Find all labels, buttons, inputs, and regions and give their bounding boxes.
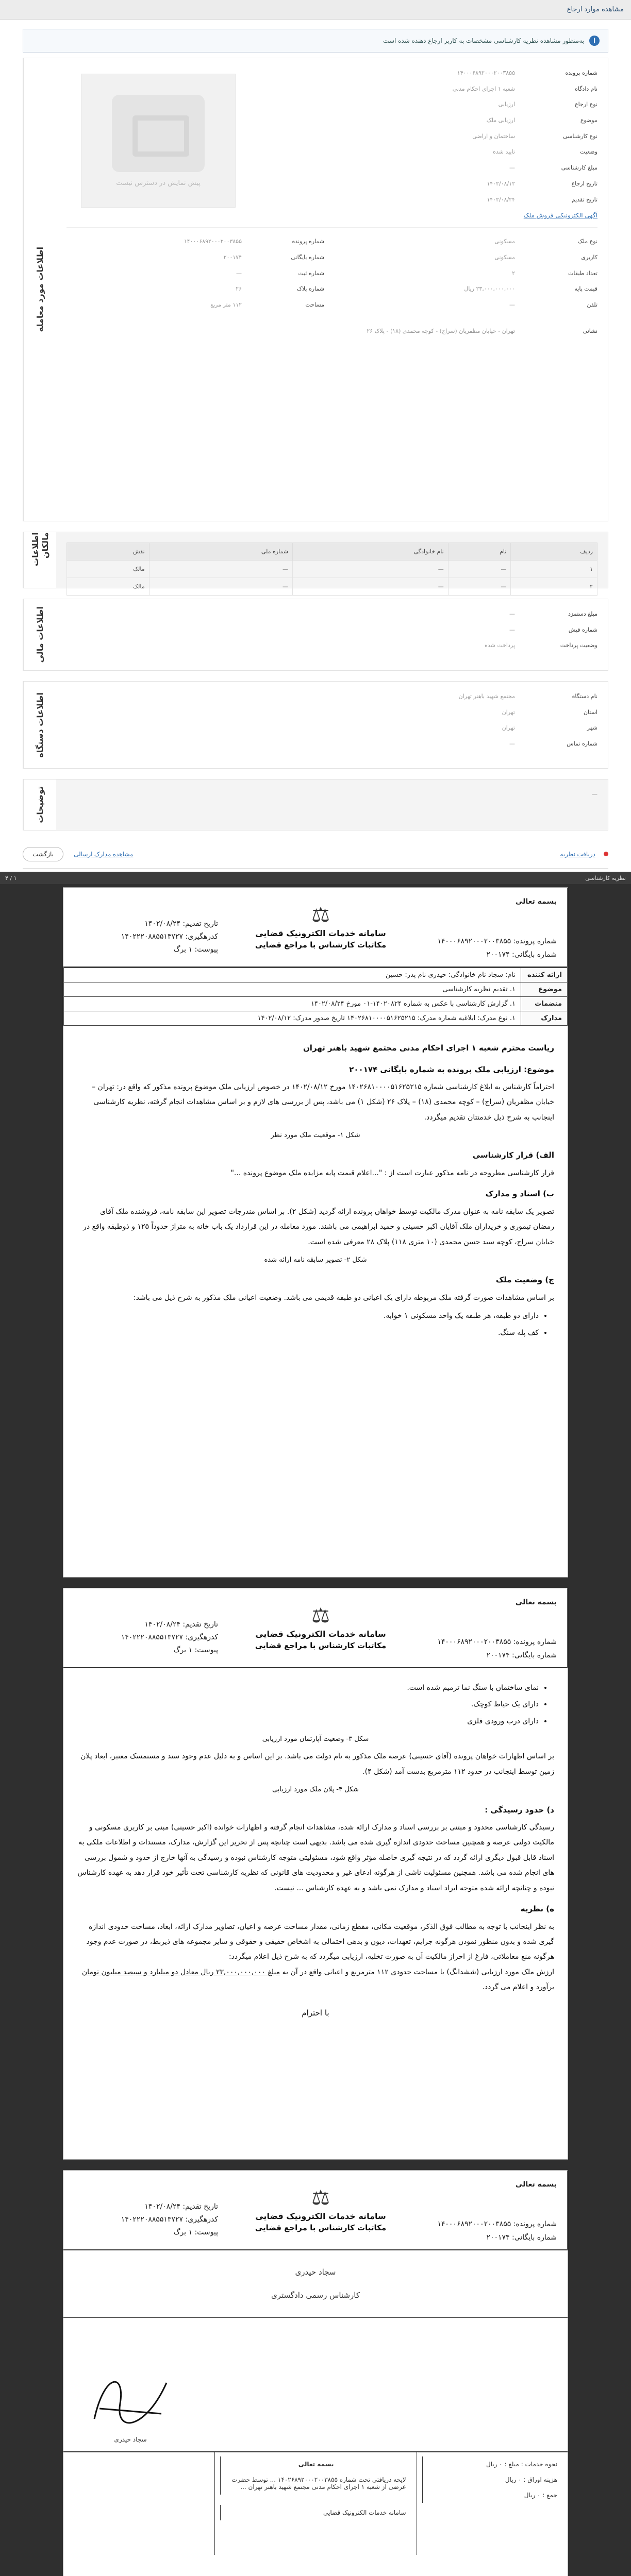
field-label: شماره پلاک [297,285,324,293]
table-row [67,561,597,578]
table-cell: — [293,561,449,578]
field-label: شماره ثبت [298,269,324,277]
device-fields [56,682,608,768]
case-field [279,97,597,113]
case-number: شماره پرونده: ۱۴۰۰۰۶۸۹۲۰۰۰۲۰۰۳۸۵۵ [437,937,557,945]
archive-number: شماره بایگانی: ۲۰۰۱۷۴ [486,951,557,959]
field-value: ساختمان و اراضی [472,132,515,140]
field-value: مجتمع شهید باهنر تهران [458,693,515,700]
detail-field [67,297,324,313]
back-button[interactable]: بازگشت [23,847,63,861]
detail-field [340,297,597,313]
field-value: — [236,269,242,277]
field-label: تاریخ تقدیم [571,196,597,203]
paragraph-e: به نظر اینجانب با توجه به مطالب فوق الذکر، موقعیت مکانی، مقطع زمانی، مقدار مساحت عرصه و اعیان، تصاویر مدارک ارائه، ابعاد، مساحت حدودی اندازه گیری شده و بدون منظور نمودن هرگونه جرایم، تعهدات، دیون و بدهی احتمالی به اشخاص حقیقی و حقوقی و سایر مجموعه های ذیربط، در صورت عدم وجود هرگونه منع معاملاتی، فارغ از احراز مالکیت آن به صورت تخلیه، ارزیابی میگردد که به شرح ذیل اعلام میگردد: [86,1922,554,1961]
case-field [279,176,597,192]
download-opinion-button[interactable]: دریافت نظریه [555,848,601,861]
table-cell: مالک [67,578,150,596]
field-label: کاربری [581,253,597,261]
page-header: بسمه تعالی شماره پرونده: ۱۴۰۰۰۶۸۹۲۰۰۰۲۰۰۳۸۵۵ شماره بایگانی: ۲۰۰۱۷۴ ⚖ سامانه خدمات الکترونیک قضایی مکاتبات کارشناس با مراجع قضایی تاریخ تقدیم: ۱۴۰۲/۰۸/۲۴ کدرهگیری: ۱۴۰۲۲۲۰۸۸۵۵۱۳۷۲۷ پیوست: ۱ برگ [63,1588,568,1668]
field-value: ارزیابی ملک [486,117,515,124]
case-section-label: اطلاعات مورد معامله [23,58,56,521]
table-cell: — [448,578,511,596]
field-label: نام دستگاه [572,693,597,700]
list-item: • دارای درب ورودی فلزی [92,1714,539,1729]
table-cell: ۱ [511,561,597,578]
figure-1-caption: شکل ۱- موقعیت ملک مورد نظر [271,1131,360,1140]
heading-b: ب) اسناد و مدارک [485,1189,554,1199]
footer-text: لایحه دریافتی تحت شماره ۱۴۰۲۶۸۹۲۰۰۰۲۰۰۳۸۵۵ ... توسط حضرت عرضی از شعبه ۱ اجرای احکام مدنی مجتمع شهید باهنر تهران ... [220,2472,411,2495]
detail-field [67,281,324,297]
field-label: شماره پرونده [292,238,324,245]
actions-bar [23,840,608,869]
field-label: تعداد طبقات [568,269,597,277]
field-label: شماره بایگانی [291,253,324,261]
case-fields [279,65,597,208]
org-subtitle: مکاتبات کارشناس با مراجع قضایی [255,940,387,950]
list-item: • دارای یک حیاط کوچک. [92,1697,539,1712]
field-value: تهران [502,724,515,732]
list-item: • کف پله سنگ. [92,1326,539,1341]
field-value: — [509,740,515,748]
details-right [340,234,597,313]
field-label: شماره فیش [568,626,597,633]
field-label: وضعیت [579,148,597,156]
document-viewer[interactable] [0,872,631,2576]
financial-section-label: اطلاعات مالی [23,599,56,670]
field-label: مبلغ دستمزد [568,611,597,617]
paragraph-a: قرار کارشناسی مطروحه در نامه مذکور عبارت است از : "...اعلام قیمت پایه مزایده ملک موضوع پرونده ..." [230,1168,554,1177]
detail-field [340,234,597,250]
field-label: مبلغ کارشناسی [561,164,597,172]
column-header: نام [448,543,511,561]
owners-section-label: اطلاعات مالکان [23,532,56,588]
device-section [23,681,608,769]
subject: موضوع: ارزیابی ملک پرونده به شماره بایگانی ۲۰۰۱۷۴ [349,1064,554,1074]
fees-title: نحوه خدمات : مبلغ : ۰ ریال [422,2456,562,2472]
field-value: تایید شده [493,148,515,156]
field-value: — [509,611,515,617]
field-label: استان [583,708,597,716]
online-ad-link[interactable]: آگهی الکترونیکی فروش ملک [523,212,597,219]
financial-fields [56,599,608,670]
field-value: پرداخت شده [485,642,515,649]
detail-field [67,234,324,250]
figure-2-caption: شکل ۲- تصویر سابقه نامه ارائه شده [264,1256,367,1264]
device-section-label: اطلاعات دستگاه [23,682,56,768]
notes-section [23,779,608,831]
property-features-list [92,1309,539,1341]
detail-field [67,266,324,282]
image-placeholder-icon [112,95,205,172]
signature-name: سجاد حیدری [114,2436,147,2443]
financial-field [67,622,597,638]
notes-text: — [592,791,597,798]
table-cell: — [293,578,449,596]
page-2-body [63,1668,568,2034]
viewer-title: نظریه کارشناسی [585,874,626,882]
photo-caption: پیش نمایش در دسترس نیست [116,179,201,187]
heading-e: ه) نظریه [520,1904,554,1913]
notes-section-label: توضیحات [23,779,56,830]
field-label: شهر [587,724,597,732]
view-documents-button[interactable]: مشاهده مدارک ارسالی [69,848,138,861]
field-value: — [509,164,515,172]
field-value: مسکونی [494,238,515,245]
justice-scale-icon: ⚖ [311,1604,330,1628]
table-cell: — [149,578,292,596]
heading-a: الف) قرار کارشناسی [472,1150,554,1160]
field-label: مساحت [305,301,324,308]
list-item: • دارای دو طبقه، هر طبقه یک واحد مسکونی ۱ خوابه. [92,1309,539,1324]
case-field [279,113,597,129]
notice-banner [23,29,608,53]
device-field [67,736,597,752]
header-dates: تاریخ تقدیم: ۱۴۰۲/۰۸/۲۴ کدرهگیری: ۱۴۰۲۲۲۰۸۸۵۵۱۳۷۲۷ پیوست: ۱ برگ [121,920,218,954]
paragraph-c: بر اساس مشاهدات صورت گرفته ملک مربوطه دارای یک اعیانی دو طبقه قدیمی می باشد. وضعیت اعیانی ملک مذکور به شرح ذیل می باشد: [133,1293,554,1302]
field-label: موضوع [580,117,597,124]
justice-scale-icon: ⚖ [311,903,330,927]
table-cell: — [448,561,511,578]
signature-icon [84,2362,177,2434]
field-label: نوع ارجاع [575,101,597,108]
details-left [67,234,324,313]
fees-paper: هزینه اوراق : ۰ ریال [422,2472,562,2487]
fees-total: جمع : ۰ ریال [422,2487,562,2503]
column-header: نام خانوادگی [293,543,449,561]
notification-dot-icon [604,852,608,856]
top-bar [0,0,631,20]
field-label: نام دادگاه [575,85,597,92]
detail-field [340,250,597,266]
table-cell: ۲ [511,578,597,596]
owners-section [23,532,608,588]
case-field [279,129,597,145]
field-value: ۲۰۰۱۷۴ [223,253,242,261]
valuation-amount: مبلغ ۲۳,۰۰۰,۰۰۰,۰۰۰ ریال معادل دو میلیارد و سیصد میلیون تومان [81,1968,280,1976]
page-header: بسمه تعالی شماره پرونده: ۱۴۰۰۰۶۸۹۲۰۰۰۲۰۰۳۸۵۵ شماره بایگانی: ۲۰۰۱۷۴ ⚖ سامانه خدمات الکترونیک قضایی مکاتبات کارشناس با مراجع قضایی تاریخ تقدیم: ۱۴۰۲/۰۸/۲۴ کدرهگیری: ۱۴۰۲۲۲۰۸۸۵۵۱۳۷۲۷ پیوست: ۱ برگ [63,2171,568,2250]
notice-text: به‌منظور مشاهده نظریه کارشناسی مشخصات به کاربر ارجاع دهنده شده است [383,37,584,44]
greeting: ریاست محترم شعبه ۱ اجرای احکام مدنی مجتمع شهید باهنر تهران [303,1043,554,1053]
closing: با احترام [302,2008,329,2018]
header-title: بسمه تعالی [515,897,557,906]
paragraph-d: رسیدگی کارشناسی محدود و مبتنی بر بررسی اسناد و مدارک ارائه شده، مشاهدات انجام گرفته و اظهارات خوانده (اکبر حسینی) مبنی بر کاربری مسکونی و مالکیت دولتی عرصه و همچنین مساحت حدودی اندازه گیری شده می باشد. بدیهی است چنانچه پس از تحریر این گزارش، مدارک، مستندات و اطلاعات ملکی به اسناد قابل قبول دیگری ارائه گردد که در نتیجه گیری حاصله مؤثر واقع شود، مسئولیتی متوجه کارشناس نبوده و رسیدگی به آنها خارج از حدود و شمول بررسی های انجام شده می باشد. همچنین مسئولیت ناشی از هرگونه ادعای غیر و محدودیت های قانونی که نظریه کارشناسی تحت تأثیر خود قرار دهد به عهده کارشناس نبوده و چنانچه ارائه شده متوجه ایراد اسناد و مدارک نمی باشد و به عهده کارشناس ... نیست. [77,1823,554,1892]
paragraph-b: تصویر یک سابقه نامه به عنوان مدرک مالکیت توسط خواهان پرونده ارائه گردید (شکل ۲). بر اساس مندرجات تصویر این سابقه نامه، فروشنده ملک آقای رمضان تیموری و خریداران ملک آقایان اکبر حسینی و حمید ابراهیمی می باشند. مورد معامله در این قرارداد یک باب خانه به متراژ حدوداً ۱۲۵ و ذوطبقه واقع در خیابان سراج، کوچه سید حسن محمدی (۱۰ متری ۱۱۸) پلاک ۲۸ معرفی شده است. [83,1207,554,1246]
table-cell: مالک [67,561,150,578]
field-label: تاریخ ارجاع [571,180,597,187]
field-value: ۱۴۰۲/۰۸/۲۴ [487,196,515,203]
field-value: — [509,626,515,633]
case-field [279,65,597,81]
detail-field [340,266,597,282]
address-row [67,324,597,340]
signer-block [63,2250,568,2318]
document-page-1 [63,887,568,1578]
financial-field [67,638,597,654]
paragraph-c2: بر اساس اظهارات خواهان پرونده (آقای حسینی) عرصه ملک مذکور به نام دولت می باشد. بر این اساس و به دلیل عدم وجود سند و مستمسک معتبر، ابعاد پلان زمین توسط اینجانب در حدود ۱۱۲ مترمربع بدست آمد (شکل ۴). [80,1752,554,1776]
case-field [279,144,597,160]
device-field [67,705,597,721]
field-value: ۲ [512,269,515,277]
org-name: سامانه خدمات الکترونیک قضایی [255,928,386,938]
figure-4-caption: شکل ۴- پلان ملک مورد ارزیابی [272,1786,359,1794]
field-value: تهران [502,708,515,716]
column-header: ردیف [511,543,597,561]
owners-table [67,543,597,596]
field-label: تلفن [587,301,597,308]
field-value: ۲۳,۰۰۰,۰۰۰,۰۰۰ ریال [464,285,515,293]
footer-title: بسمه تعالی [220,2456,411,2472]
field-value: مسکونی [494,253,515,261]
document-page-2 [63,1588,568,2160]
case-field [279,192,597,208]
justice-scale-icon: ⚖ [311,2186,330,2210]
signature-area [63,2318,568,2452]
column-header: شماره ملی [149,543,292,561]
meta-table: ارائه کننده نام: سجاد نام خانوادگی: حیدری نام پدر: حسین موضوع ۱. تقدیم نظریه کارشناسی منضمات ۱. گزارش کارشناسی با عکس به شماره ۱۴۰۲۰۸۲۴-۰۱ مورخ ۱۴۰۲/۰۸/۲۴ مدارک ۱. نوع مدرک: ابلاغیه شماره مدرک: ۱۴۰۲۶۸۱۰۰۰۰۵۱۶۲۵۲۱۵ تاریخ صدور مدرک: ۱۴۰۲/۰۸/۱۲ [63,968,568,1026]
table-cell: — [149,561,292,578]
table-row [67,578,597,596]
page-indicator: ۱ / ۴ [5,874,17,882]
field-value: ارزیابی [498,101,515,108]
property-photo-placeholder [81,74,236,208]
footer-org: سامانه خدمات الکترونیک قضایی [220,2505,411,2520]
field-label: شماره تماس [567,740,597,748]
device-field [67,689,597,705]
page-title: مشاهده موارد ارجاع [567,6,624,13]
financial-field [67,606,597,622]
document-page-3 [63,2170,568,2576]
field-value: — [509,301,515,308]
viewer-toolbar [0,872,631,884]
field-label: وضعیت پرداخت [560,642,597,649]
detail-field [67,250,324,266]
paragraph-intro: احتراماً کارشناس به ابلاغ کارشناسی شماره ۱۴۰۲۶۸۱۰۰۰۰۵۱۶۲۵۲۱۵ مورخ ۱۴۰۲/۰۸/۱۲ در خصوص ارزیابی ملک موضوع پرونده مذکور که واقع در: تهران – خیابان مظفریان (سراج) – کوچه محمدی (۱۸) – پلاک ۲۶ (شکل ۱) می باشد، پس از بررسی های لازم و بر اساس مشاهدات انجام گرفته، نظریه کارشناسی اینجانب به شرح ذیل خدمتتان تقدیم میگردد. [92,1083,554,1122]
heading-d: د) حدود رسیدگی : [485,1805,554,1815]
case-field [279,160,597,176]
field-label: شماره پرونده [565,70,597,76]
case-field [279,81,597,97]
case-section [23,58,608,521]
figure-3-caption: شکل ۳- وضعیت آپارتمان مورد ارزیابی [262,1735,369,1743]
list-item: • نمای ساختمان با سنگ نما ترمیم شده است. [92,1681,539,1696]
valuation-paragraph: ارزش ملک مورد ارزیابی (ششدانگ) با مساحت حدودی ۱۱۲ مترمربع و اعیانی واقع در آن به مبلغ ۲۳,۰۰۰,۰۰۰,۰۰۰ ریال معادل دو میلیارد و سیصد میلیون تومان برآورد و اعلام می گردد. [81,1968,554,1992]
detail-field [340,281,597,297]
address-label: نشانی [583,327,597,334]
page-footer [63,2452,568,2555]
address-value: تهران - خیابان مظفریان (سراج) - کوچه محمدی (۱۸) - پلاک ۲۶ [367,327,515,334]
field-label: نوع کارشناسی [563,132,597,140]
field-label: نوع ملک [577,238,597,245]
field-value: ۱۴۰۰۰۶۸۹۲۰۰۰۲۰۰۳۸۵۵ [184,238,242,245]
field-value: ۱۴۰۲/۰۸/۱۲ [487,180,515,187]
info-icon: i [589,36,600,46]
financial-section [23,599,608,671]
field-value: ۲۶ [236,285,242,293]
field-value: ۱۱۲ متر مربع [210,301,242,308]
signer-name: سجاد حیدری [295,2267,336,2277]
device-field [67,720,597,736]
column-header: نقش [67,543,150,561]
property-features-list-2 [92,1681,539,1729]
field-value: شعبه ۱ اجرای احکام مدنی [452,85,515,92]
field-label: قیمت پایه [574,285,597,293]
page-header [63,888,568,968]
signer-title: کارشناس رسمی دادگستری [271,2291,360,2300]
page-1-body [63,1026,568,1353]
heading-c: ج) وضعیت ملک [495,1275,554,1285]
field-value: ۱۴۰۰۰۶۸۹۲۰۰۰۲۰۰۳۸۵۵ [457,70,515,76]
